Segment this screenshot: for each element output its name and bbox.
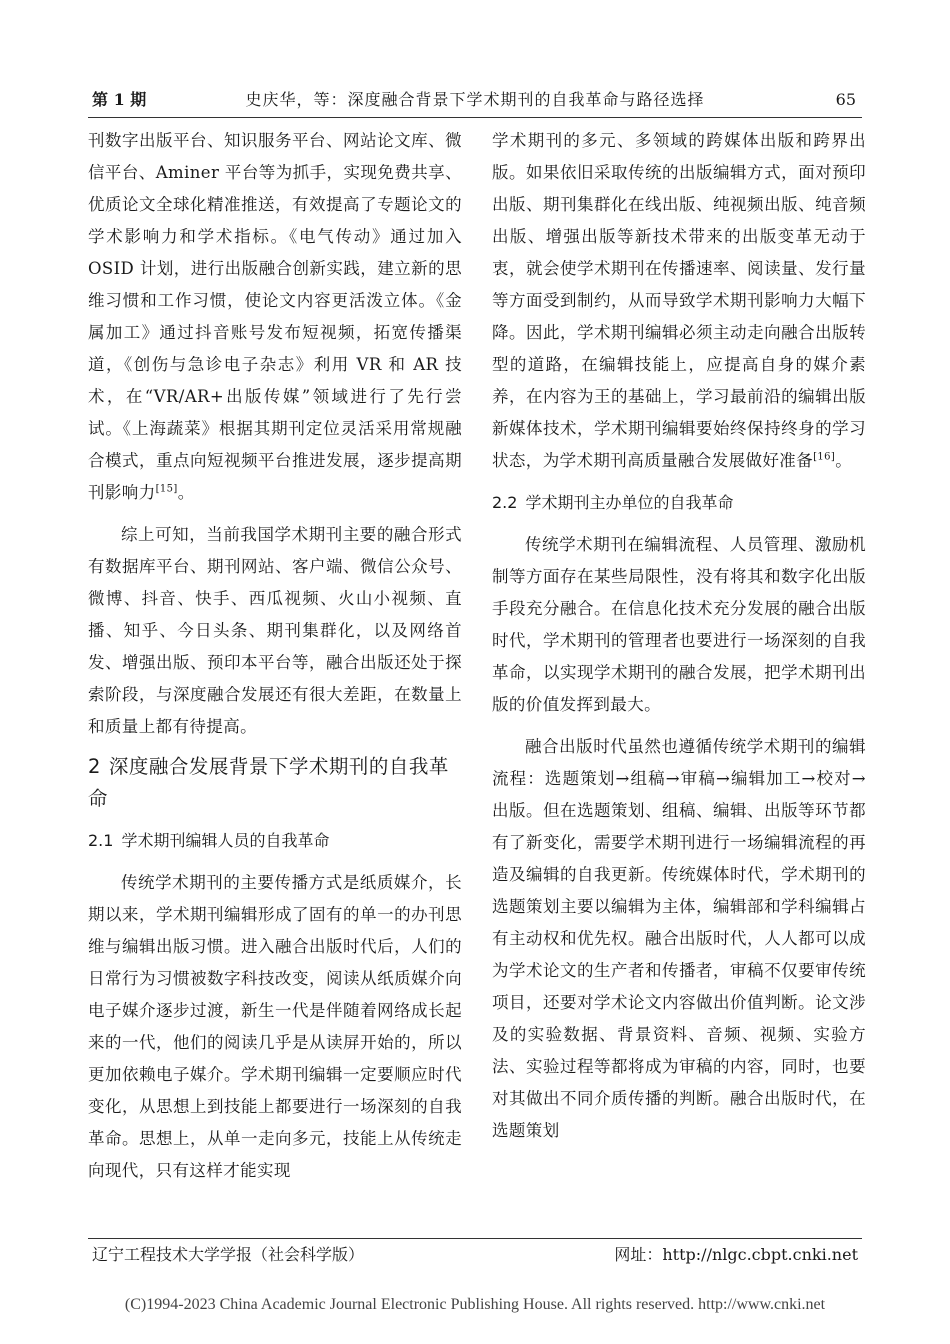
footer-rule bbox=[88, 1238, 862, 1239]
running-title: 史庆华，等：深度融合背景下学术期刊的自我革命与路径选择 bbox=[245, 90, 705, 109]
paragraph bbox=[88, 125, 462, 509]
subsection-heading bbox=[492, 487, 866, 519]
subsection-title: 学术期刊编辑人员的自我革命 bbox=[121, 831, 330, 850]
subsection-number: 2.1 bbox=[88, 831, 114, 850]
left-column bbox=[88, 125, 462, 1187]
section-heading bbox=[88, 751, 462, 815]
right-column bbox=[492, 125, 866, 1147]
subsection-heading bbox=[88, 825, 462, 857]
paragraph: 传统学术期刊在编辑流程、人员管理、激励机制等方面存在某些局限性，没有将其和数字化出版手段充分融合。在信息化技术充分发展的融合出版时代，学术期刊的管理者也要进行一场深刻的自我革命，以实现学术期刊的融合发展，把学术期刊出版的价值发挥到最大。 bbox=[492, 535, 866, 714]
paragraph-text: 刊数字出版平台、知识服务平台、网站论文库、微信平台、Aminer 平台等为抓手，实现免费共享、优质论文全球化精准推送，有效提高了专题论文的学术影响力和学术指标。《电气传动》通过加入 OSID 计划，进行出版融合创新实践，建立新的思维习惯和工作习惯，使论文内容更活泼立体。《金属加工》通过抖音账号发布短视频，拓宽传播渠道，《创伤与急诊电子杂志》利用 VR 和 AR 技术，在“VR/AR+出版传媒”领域进行了先行尝试。《上海蔬菜》根据其期刊定位灵活采用常规融合模式，重点向短视频平台推进发展，逐步提高期刊影响力 bbox=[88, 131, 462, 502]
page-header bbox=[88, 86, 862, 114]
subsection-number: 2.2 bbox=[492, 493, 518, 512]
paragraph-text: 学术期刊的多元、多领域的跨媒体出版和跨界出版。如果依旧采取传统的出版编辑方式，面对预印出版、期刊集群化在线出版、纯视频出版、纯音频出版、增强出版等新技术带来的出版变革无动于衷，就会使学术期刊在传播速率、阅读量、发行量等方面受到制约，从而导致学术期刊影响力大幅下降。因此，学术期刊编辑必须主动走向融合出版转型的道路，在编辑技能上，应提高自身的媒介素养，在内容为王的基础上，学习最前沿的编辑出版新媒体技术，学术期刊编辑要始终保持终身的学习状态，为学术期刊高质量融合发展做好准备 bbox=[492, 131, 866, 470]
paragraph-end: 。 bbox=[177, 483, 195, 502]
header-rule bbox=[88, 117, 862, 118]
journal-url: 网址：http://nlgc.cbpt.cnki.net bbox=[614, 1245, 858, 1264]
page-number: 65 bbox=[835, 90, 856, 109]
paragraph: 综上可知，当前我国学术期刊主要的融合形式有数据库平台、期刊网站、客户端、微信公众号、微博、抖音、快手、西瓜视频、火山小视频、直播、知乎、今日头条、期刊集群化，以及网络首发、增强出版、预印本平台等，融合出版还处于探索阶段，与深度融合发展还有很大差距，在数量上和质量上都有待提高。 bbox=[88, 525, 462, 736]
paragraph: 融合出版时代虽然也遵循传统学术期刊的编辑流程：选题策划→组稿→审稿→编辑加工→校对→出版。但在选题策划、组稿、编辑、出版等环节都有了新变化，需要学术期刊进行一场编辑流程的再造及编辑的自我更新。传统媒体时代，学术期刊的选题策划主要以编辑为主体，编辑部和学科编辑占有主动权和优先权。融合出版时代，人人都可以成为学术论文的生产者和传播者，审稿不仅要审传统项目，还要对学术论文内容做出价值判断。论文涉及的实验数据、背景资料、音频、视频、实验方法、实验过程等都将成为审稿的内容，同时，也要对其做出不同介质传播的判断。融合出版时代，在选题策划 bbox=[492, 737, 866, 1140]
paragraph: 传统学术期刊的主要传播方式是纸质媒介，长期以来，学术期刊编辑形成了固有的单一的办刊思维与编辑出版习惯。进入融合出版时代后，人们的日常行为习惯被数字科技改变，阅读从纸质媒介向电子媒介逐步过渡，新生一代是伴随着网络成长起来的一代，他们的阅读几乎是从读屏开始的，所以更加依赖电子媒介。学术期刊编辑一定要顺应时代变化，从思想上到技能上都要进行一场深刻的自我革命。思想上，从单一走向多元，技能上从传统走向现代，只有这样才能实现 bbox=[88, 873, 462, 1180]
section-number: 2 bbox=[88, 755, 101, 778]
citation-ref: [15] bbox=[155, 483, 178, 495]
journal-name: 辽宁工程技术大学学报（社会科学版） bbox=[92, 1245, 365, 1264]
issue-number: 第 1 期 bbox=[92, 90, 147, 109]
copyright-notice: (C)1994-2023 China Academic Journal Electronic Publishing House. All rights reserved. http://www.cnki.net bbox=[124, 1296, 826, 1313]
citation-ref: [16] bbox=[813, 451, 836, 463]
page-footer bbox=[88, 1242, 862, 1268]
paragraph bbox=[492, 125, 866, 477]
section-title: 深度融合发展背景下学术期刊的自我革命 bbox=[88, 755, 449, 810]
subsection-title: 学术期刊主办单位的自我革命 bbox=[525, 493, 734, 512]
paragraph-end: 。 bbox=[835, 451, 853, 470]
